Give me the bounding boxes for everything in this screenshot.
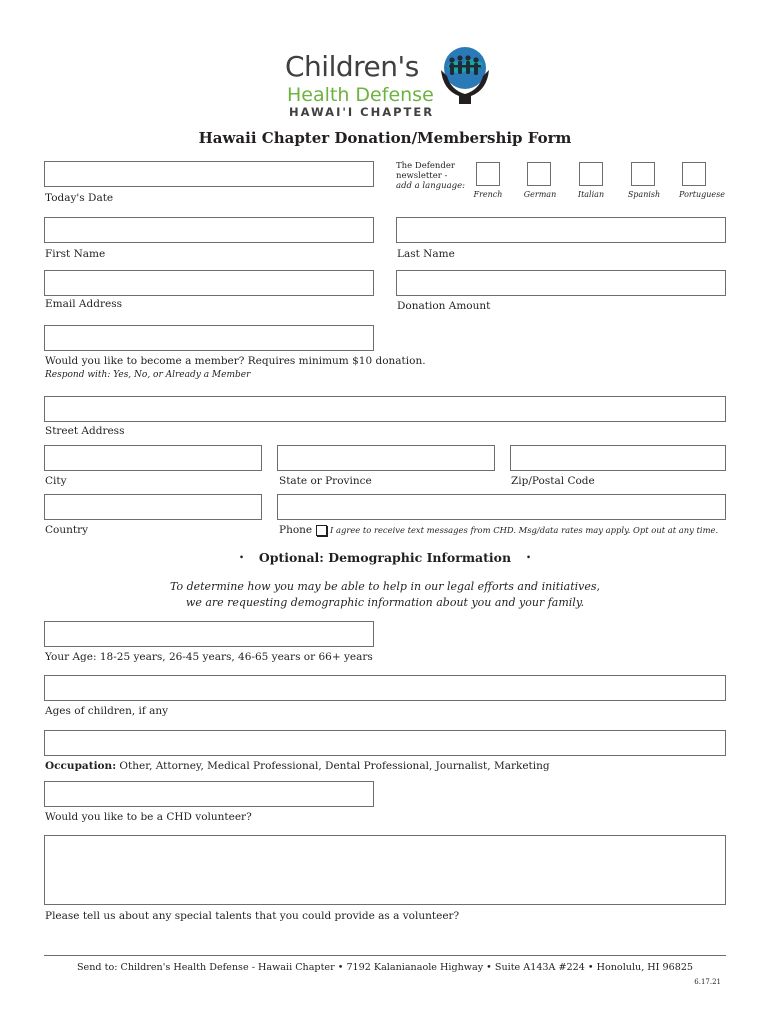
logo (285, 44, 495, 120)
optional-intro-2: we are requesting demographic information about you and your family. (185, 596, 585, 609)
portuguese-label: Portuguese (679, 190, 725, 199)
last-name-field[interactable] (396, 217, 726, 243)
state-label: State or Province (279, 475, 372, 487)
todays-date-label: Today's Date (45, 192, 114, 204)
first-name-field[interactable] (44, 217, 374, 243)
italian-label: Italian (577, 190, 605, 199)
zip-field[interactable] (510, 445, 726, 471)
volunteer-label: Would you like to be a CHD volunteer? (45, 811, 252, 823)
country-label: Country (45, 524, 89, 536)
children-ages-field[interactable] (44, 675, 726, 701)
city-field[interactable] (44, 445, 262, 471)
talents-textarea[interactable] (44, 835, 726, 905)
footer-send-to: Send to: Children's Health Defense - Hawaii Chapter • 7192 Kalanianaole Highway • Suite A143A #224 • Honolulu, HI 96825 (76, 962, 694, 973)
occupation-field[interactable] (44, 730, 726, 756)
french-checkbox[interactable] (476, 162, 500, 186)
state-field[interactable] (277, 445, 495, 471)
bullet-left: • (238, 553, 245, 564)
portuguese-checkbox[interactable] (682, 162, 706, 186)
email-field[interactable] (44, 270, 374, 296)
sms-consent-checkbox[interactable] (316, 525, 327, 536)
children-ages-label: Ages of children, if any (45, 705, 169, 717)
donation-amount-label: Donation Amount (397, 300, 491, 312)
german-label: German (523, 190, 557, 199)
sms-consent-label: I agree to receive text messages from CHD. Msg/data rates may apply. Opt out at any time. (330, 525, 719, 535)
german-checkbox[interactable] (527, 162, 551, 186)
newsletter-line1: The Defender (396, 161, 455, 171)
optional-intro-1: To determine how you may be able to help in our legal efforts and initiatives, (169, 580, 601, 593)
phone-field[interactable] (277, 494, 726, 520)
newsletter-line3: add a language: (396, 181, 466, 191)
last-name-label: Last Name (397, 248, 455, 260)
footer-version: 6.17.21 (694, 978, 721, 986)
footer-divider (44, 955, 726, 956)
occupation-label-bold: Occupation: (45, 760, 117, 772)
street-address-label: Street Address (45, 425, 125, 437)
talents-label: Please tell us about any special talents that you could provide as a volunteer? (45, 910, 460, 922)
street-address-field[interactable] (44, 396, 726, 422)
spanish-label: Spanish (627, 190, 661, 199)
occupation-options: Other, Attorney, Medical Professional, Dental Professional, Journalist, Marketing (116, 760, 550, 772)
hands-globe-icon (437, 44, 493, 106)
form-title: Hawaii Chapter Donation/Membership Form (198, 129, 572, 147)
optional-title: Optional: Demographic Information (258, 550, 512, 565)
newsletter-label (396, 161, 465, 191)
zip-label: Zip/Postal Code (511, 475, 595, 487)
donation-amount-field[interactable] (396, 270, 726, 296)
email-label: Email Address (45, 298, 122, 310)
first-name-label: First Name (45, 248, 106, 260)
phone-label: Phone (279, 524, 313, 536)
optional-heading (0, 550, 770, 565)
logo-line-health-defense: Health Defense (287, 84, 434, 106)
country-field[interactable] (44, 494, 262, 520)
logo-line-childrens: Children's (285, 50, 419, 83)
member-field[interactable] (44, 325, 374, 351)
newsletter-line2: newsletter - (396, 171, 448, 181)
city-label: City (45, 475, 67, 487)
bullet-right: • (525, 553, 532, 564)
occupation-label (45, 760, 550, 772)
age-field[interactable] (44, 621, 374, 647)
logo-line-hawaii-chapter: HAWAI'I CHAPTER (289, 105, 435, 119)
spanish-checkbox[interactable] (631, 162, 655, 186)
todays-date-field[interactable] (44, 161, 374, 187)
age-label: Your Age: 18-25 years, 26-45 years, 46-65 years or 66+ years (45, 651, 373, 663)
italian-checkbox[interactable] (579, 162, 603, 186)
french-label: French (473, 190, 503, 199)
volunteer-field[interactable] (44, 781, 374, 807)
member-question-label: Would you like to become a member? Requires minimum $10 donation. (45, 355, 426, 367)
member-hint-label: Respond with: Yes, No, or Already a Member (45, 370, 251, 380)
